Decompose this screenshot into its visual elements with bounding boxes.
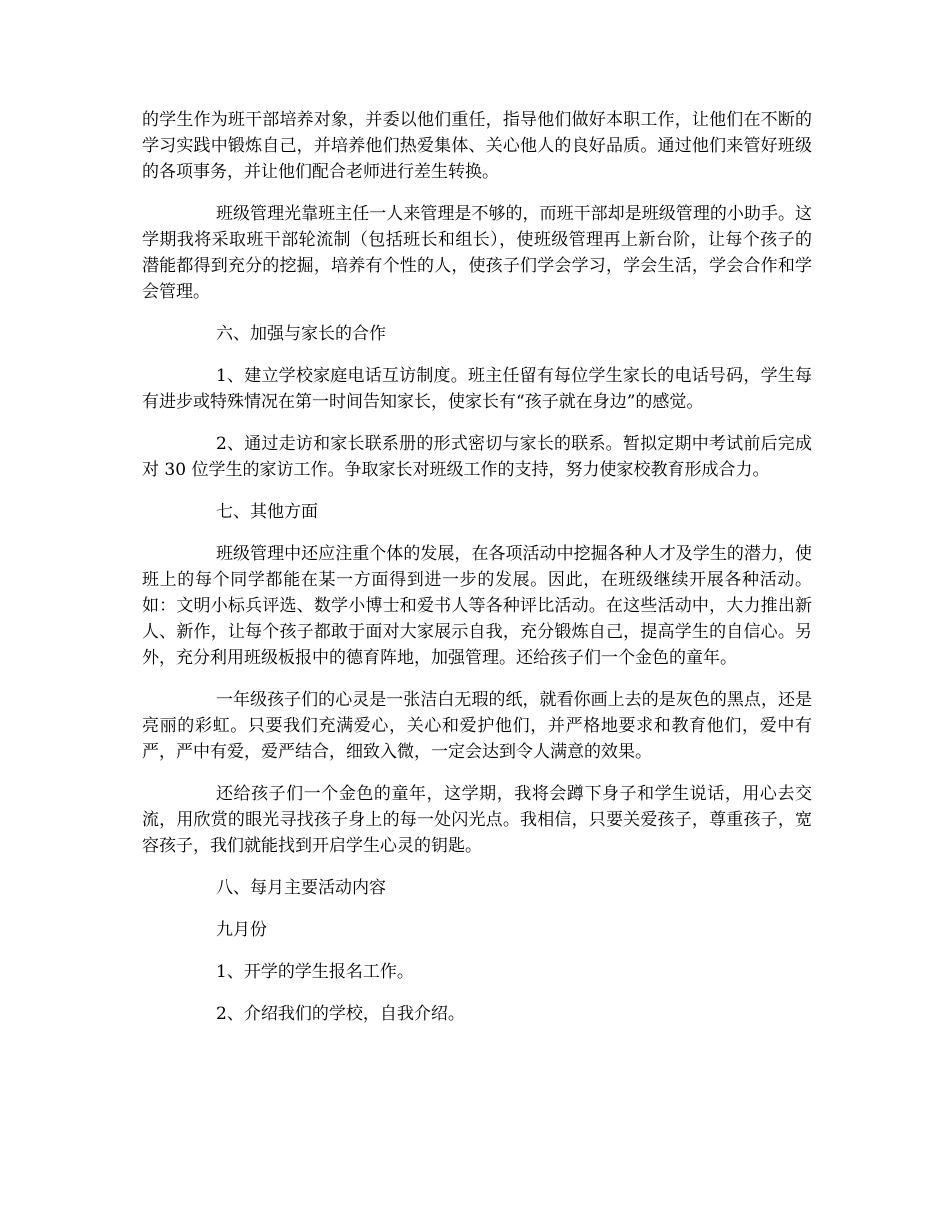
list-item-introduction: 2、介绍我们的学校，自我介绍。 [216,1004,465,1024]
section-heading-other-aspects: 七、其他方面 [216,502,318,522]
paragraph-phone-visit-system: 1、建立学校家庭电话互访制度。班主任留有每位学生家长的电话号码，学生每有进步或特殊情况在第一时间告知家长，使家长有“孩子就在身边”的感觉。 [142,366,812,412]
paragraph-individual-development: 班级管理中还应注重个体的发展，在各项活动中挖掘各种人才及学生的潜力，使班上的每个同学都能在某一方面得到进一步的发展。因此，在班级继续开展各种活动。如：文明小标兵评选、数学小博士和爱书人等各种评比活动。在这些活动中，大力推出新人、新作，让每个孩子都敢于面对大家展示自我，充分锻炼自己，提高学生的自信心。另外，充分利用班级板报中的德育阵地，加强管理。还给孩子们一个金色的童年。 [142,544,812,668]
section-heading-parent-cooperation: 六、加强与家长的合作 [216,324,386,344]
document-body [142,107,812,1043]
month-heading-september: 九月份 [216,920,267,940]
section-heading-monthly-activities: 八、每月主要活动内容 [216,878,386,898]
paragraph-children-hearts: 一年级孩子们的心灵是一张洁白无瑕的纸，就看你画上去的是灰色的黑点，还是亮丽的彩虹。只要我们充满爱心，关心和爱护他们，并严格地要求和教育他们，爱中有严，严中有爱，爱严结合，细致入微，一定会达到令人满意的效果。 [142,690,812,762]
paragraph-continuation: 的学生作为班干部培养对象，并委以他们重任，指导他们做好本职工作，让他们在不断的学习实践中锻炼自己，并培养他们热爱集体、关心他人的良好品质。通过他们来管好班级的各项事务，并让他们配合老师进行差生转换。 [142,110,812,182]
paragraph-golden-childhood: 还给孩子们一个金色的童年，这学期，我将会蹲下身子和学生说话，用心去交流，用欣赏的眼光寻找孩子身上的每一处闪光点。我相信，只要关爱孩子，尊重孩子，宽容孩子，我们就能找到开启学生心灵的钥匙。 [142,784,812,856]
list-item-registration: 1、开学的学生报名工作。 [216,962,414,982]
paragraph-home-visits: 2、通过走访和家长联系册的形式密切与家长的联系。暂拟定期中考试前后完成对 30 位学生的家访工作。争取家长对班级工作的支持，努力使家校教育形成合力。 [142,434,812,480]
paragraph-class-cadre-rotation: 班级管理光靠班主任一人来管理是不够的，而班干部却是班级管理的小助手。这学期我将采取班干部轮流制（包括班长和组长），使班级管理再上新台阶，让每个孩子的潜能都得到充分的挖掘，培养有个性的人，使孩子们学会学习，学会生活，学会合作和学会管理。 [142,204,812,302]
